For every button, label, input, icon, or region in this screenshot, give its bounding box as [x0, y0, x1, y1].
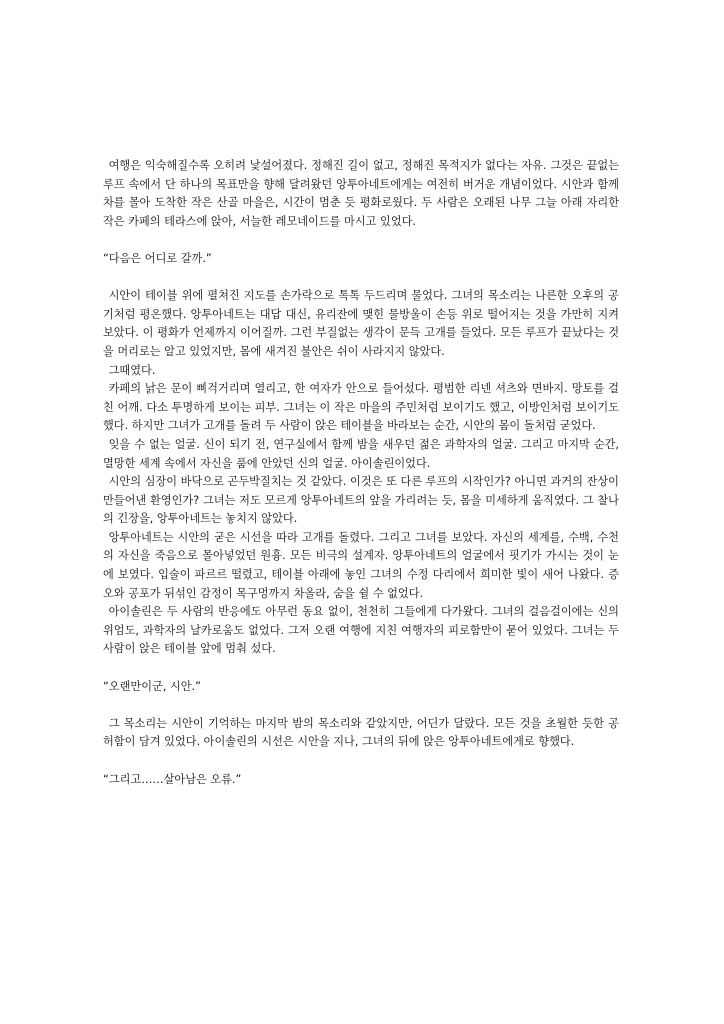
paragraph-1: 여행은 익숙해질수록 오히려 낯설어졌다. 정해진 길이 없고, 정해진 목적지가 없다는 자유. 그것은 끝없는 루프 속에서 단 하나의 목표만을 향해 달려왔던 앙투아네트에게는 여전히 버거운 개념이었다. 시안과 함께 차를 몰아 도착한 작은 산골 마을은, 시간이 멈춘 듯 평화로웠다. 두 사람은 오래된 나무 그늘 아래 자리한 작은 카페의 테라스에 앉아, 서늘한 레모네이드를 마시고 있었다.	[103, 159, 619, 228]
dialogue-1: “다음은 어디로 갈까.”	[103, 251, 212, 265]
story-text	[103, 157, 619, 789]
paragraph-8: 아이솔린은 두 사람의 반응에도 아무런 동요 없이, 천천히 그들에게 다가왔다. 그녀의 걸음걸이에는 신의 위엄도, 과학자의 날카로움도 없었다. 그저 오랜 여행에 지친 여행자의 피로함만이 묻어 있었다. 그녀는 두 사람이 앉은 테이블 앞에 멈춰 섰다.	[103, 605, 619, 656]
dialogue-2: “오랜만이군, 시안.”	[103, 679, 201, 693]
paragraph-5: 잊을 수 없는 얼굴. 신이 되기 전, 연구실에서 함께 밤을 새우던 젊은 과학자의 얼굴. 그리고 마지막 순간, 멸망한 세계 속에서 자신을 품에 안았던 신의 얼굴. 아이솔린이었다.	[103, 437, 619, 470]
paragraph-7: 앙투아네트는 시안의 굳은 시선을 따라 고개를 돌렸다. 그리고 그녀를 보았다. 자신의 세계를, 수백, 수천의 자신을 죽음으로 몰아넣었던 원흉. 모든 비극의 설계자. 앙투아네트의 얼굴에서 핏기가 가시는 것이 눈에 보였다. 입술이 파르르 떨렸고, 테이블 아래에 놓인 그녀의 수정 다리에서 희미한 빛이 새어 나왔다. 증오와 공포가 뒤섞인 감정이 목구멍까지 차올라, 숨을 쉴 수 없었다.	[103, 530, 619, 600]
paragraph-6: 시안의 심장이 바닥으로 곤두박질치는 것 같았다. 이것은 또 다른 루프의 시작인가? 아니면 과거의 잔상이 만들어낸 환영인가? 그녀는 저도 모르게 앙투아네트의 앞을 가리려는 듯, 몸을 미세하게 움직였다. 그 찰나의 긴장을, 앙투아네트는 놓치지 않았다.	[103, 475, 619, 526]
paragraph-4: 카페의 낡은 문이 삐걱거리며 열리고, 한 여자가 안으로 들어섰다. 평범한 리넨 셔츠와 면바지. 망토를 걸친 어깨. 다소 투명하게 보이는 피부. 그녀는 이 작은 마을의 주민처럼 보이기도 했고, 이방인처럼 보이기도 했다. 하지만 그녀가 고개를 돌려 두 사람이 앉은 테이블을 바라보는 순간, 시안의 몸이 돌처럼 굳었다.	[103, 382, 619, 433]
paragraph-2: 시안이 테이블 위에 펼쳐진 지도를 손가락으로 톡톡 두드리며 물었다. 그녀의 목소리는 나른한 오후의 공기처럼 평온했다. 앙투아네트는 대답 대신, 유리잔에 맺힌 물방울이 손등 위로 떨어지는 것을 가만히 지켜보았다. 이 평화가 언제까지 이어질까. 그런 부질없는 생각이 문득 고개를 들었다. 모든 루프가 끝났다는 것을 머리로는 알고 있었지만, 몸에 새겨진 불안은 쉬이 사라지지 않았다.	[103, 289, 619, 358]
paragraph-3: 그때였다.	[108, 363, 156, 377]
paragraph-9: 그 목소리는 시안이 기억하는 마지막 밤의 목소리와 같았지만, 어딘가 달랐다. 모든 것을 초월한 듯한 공허함이 담겨 있었다. 아이솔린의 시선은 시안을 지나, 그녀의 뒤에 앉은 앙투아네트에게로 향했다.	[103, 716, 619, 749]
dialogue-3: “그리고……살아남은 오류.”	[103, 772, 242, 786]
